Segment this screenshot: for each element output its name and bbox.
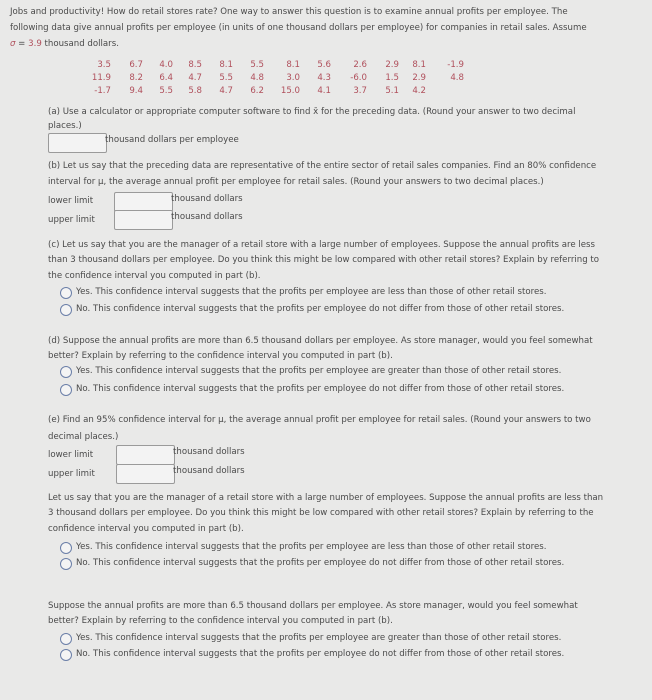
data-value: 4.8 (450, 73, 464, 83)
data-value: 4.3 (317, 73, 331, 83)
lower-limit-label: lower limit (48, 196, 94, 206)
data-value: 4.7 (219, 86, 233, 96)
e-lower-limit-input[interactable] (116, 445, 175, 465)
f-no-label[interactable]: No. This confidence interval suggests that the profits per employee do not differ from those of other retail stores. (76, 558, 565, 568)
part-d-prompt: better? Explain by referring to the confidence interval you computed in part (b). (48, 351, 393, 361)
data-value: 8.1 (286, 60, 300, 70)
data-value: 8.1 (412, 60, 426, 70)
upper-limit-label: upper limit (48, 215, 95, 225)
data-value: 5.5 (250, 60, 264, 70)
lower-limit-label: lower limit (48, 450, 94, 460)
part-c-prompt: the confidence interval you computed in part (b). (48, 271, 261, 281)
data-value: 2.6 (353, 60, 367, 70)
intro-line: Jobs and productivity! How do retail stores rate? One way to answer this question is to examine annual profits per employee. The (10, 7, 568, 17)
c-yes-label[interactable]: Yes. This confidence interval suggests that the profits per employee are less than those of other retail stores. (76, 287, 547, 297)
unit-label: thousand dollars (171, 212, 243, 222)
data-value: 1.5 (385, 73, 399, 83)
part-g-prompt: better? Explain by referring to the confidence interval you computed in part (b). (48, 616, 393, 626)
d-yes-radio[interactable] (60, 366, 72, 378)
g-yes-label[interactable]: Yes. This confidence interval suggests that the profits per employee are greater than those of other retail stores. (76, 633, 562, 643)
intro-line: following data give annual profits per employee (in units of one thousand dollars per employee) for companies in retail sales. Assume (10, 23, 587, 33)
xbar-input[interactable] (48, 133, 107, 153)
data-value: 5.1 (385, 86, 399, 96)
f-no-radio[interactable] (60, 558, 72, 570)
part-c-prompt: (c) Let us say that you are the manager of a retail store with a large number of employees. Suppose the annual profits are less (48, 240, 596, 250)
g-yes-radio[interactable] (60, 633, 72, 645)
data-value: 8.1 (219, 60, 233, 70)
data-value: -1.7 (94, 86, 111, 96)
data-value: 5.5 (159, 86, 173, 96)
data-value: 4.2 (412, 86, 426, 96)
data-value: -6.0 (350, 73, 367, 83)
data-value: 11.9 (91, 73, 111, 83)
sigma-symbol: σ (10, 39, 16, 49)
part-b-prompt: (b) Let us say that the preceding data are representative of the entire sector of retail sales companies. Find an 80% confidence (48, 161, 597, 171)
xbar-unit: thousand dollars per employee (105, 135, 239, 145)
sigma-unit: thousand dollars. (41, 39, 119, 49)
part-e-prompt: (e) Find an 95% confidence interval for μ, the average annual profit per employee for retail sales. (Round your answers to two (48, 415, 591, 425)
data-value: 8.2 (129, 73, 143, 83)
f-yes-radio[interactable] (60, 542, 72, 554)
c-no-label[interactable]: No. This confidence interval suggests that the profits per employee do not differ from those of other retail stores. (76, 304, 565, 314)
part-b-prompt: interval for μ, the average annual profit per employee for retail sales. (Round your answers to two decimal places.) (48, 177, 544, 187)
part-g-prompt: Suppose the annual profits are more than 6.5 thousand dollars per employee. As store manager, would you feel somewhat (48, 601, 578, 611)
data-value: 3.7 (353, 86, 367, 96)
b-upper-limit-input[interactable] (114, 210, 173, 230)
part-a-prompt: (a) Use a calculator or appropriate computer software to find x̄ for the preceding data. (Round your answer to two decimal (48, 107, 576, 117)
data-value: 4.8 (250, 73, 264, 83)
data-value: 15.0 (280, 86, 300, 96)
g-no-radio[interactable] (60, 649, 72, 661)
data-value: 4.0 (159, 60, 173, 70)
part-f-prompt: Let us say that you are the manager of a retail store with a large number of employees. Suppose the annual profits are less than (48, 493, 604, 503)
data-value: 5.8 (188, 86, 202, 96)
data-value: 6.2 (250, 86, 264, 96)
data-value: 6.4 (159, 73, 173, 83)
part-c-prompt: than 3 thousand dollars per employee. Do you think this might be low compared with other retail stores? Explain by referring to (48, 255, 600, 265)
unit-label: thousand dollars (171, 194, 243, 204)
data-value: 3.0 (286, 73, 300, 83)
part-d-prompt: (d) Suppose the annual profits are more than 6.5 thousand dollars per employee. As store manager, would you feel somewhat (48, 336, 593, 346)
data-value: 4.7 (188, 73, 202, 83)
d-no-label[interactable]: No. This confidence interval suggests that the profits per employee do not differ from those of other retail stores. (76, 384, 565, 394)
data-value: 3.5 (97, 60, 111, 70)
data-value: 5.5 (219, 73, 233, 83)
data-value: 8.5 (188, 60, 202, 70)
d-yes-label[interactable]: Yes. This confidence interval suggests that the profits per employee are greater than those of other retail stores. (76, 366, 562, 376)
b-lower-limit-input[interactable] (114, 192, 173, 212)
data-value: 2.9 (412, 73, 426, 83)
sigma-value: 3.9 (28, 39, 42, 49)
f-yes-label[interactable]: Yes. This confidence interval suggests that the profits per employee are less than those of other retail stores. (76, 542, 547, 552)
c-no-radio[interactable] (60, 304, 72, 316)
data-value: -1.9 (447, 60, 464, 70)
data-value: 2.9 (385, 60, 399, 70)
g-no-label[interactable]: No. This confidence interval suggests that the profits per employee do not differ from those of other retail stores. (76, 649, 565, 659)
unit-label: thousand dollars (173, 466, 245, 476)
data-value: 5.6 (317, 60, 331, 70)
d-no-radio[interactable] (60, 384, 72, 396)
c-yes-radio[interactable] (60, 287, 72, 299)
data-value: 4.1 (317, 86, 331, 96)
part-a-prompt: places.) (48, 121, 82, 131)
upper-limit-label: upper limit (48, 469, 95, 479)
unit-label: thousand dollars (173, 447, 245, 457)
e-upper-limit-input[interactable] (116, 464, 175, 484)
intro-sigma-line (10, 36, 119, 52)
data-value: 9.4 (129, 86, 143, 96)
part-e-prompt: decimal places.) (48, 432, 119, 442)
sigma-eq: = (15, 39, 29, 49)
part-f-prompt: confidence interval you computed in part (b). (48, 524, 244, 534)
part-f-prompt: 3 thousand dollars per employee. Do you think this might be low compared with other retail stores? Explain by referring to the (48, 508, 594, 518)
data-value: 6.7 (129, 60, 143, 70)
